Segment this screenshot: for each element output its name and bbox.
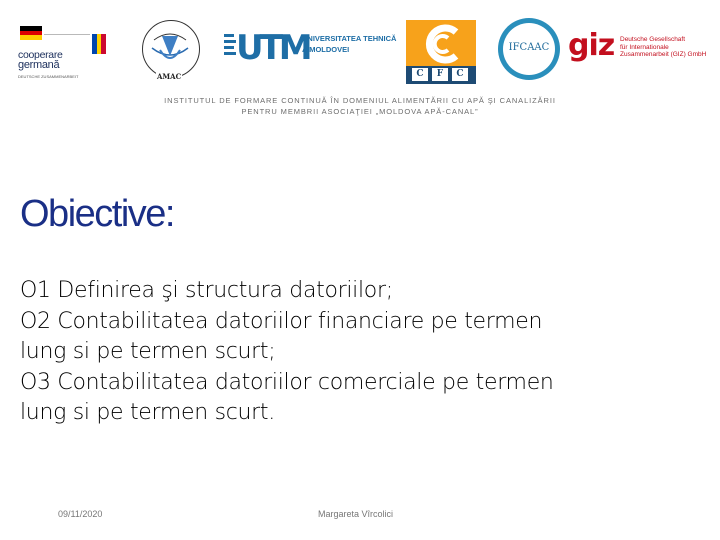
objective-line: O2 Contabilitatea datoriilor financiare pe termen <box>20 308 543 334</box>
institute-header-line2: PENTRU MEMBRII ASOCIAŢIEI „MOLDOVA APĂ-CANAL” <box>241 107 479 116</box>
utm-logo: UTM UNIVERSITATEA TEHNICĂ A MOLDOVEI <box>222 26 398 76</box>
cfc-logo: C F C <box>406 20 476 84</box>
amac-emblem-icon <box>140 18 202 80</box>
cfc-emblem-icon <box>406 20 476 66</box>
cooperare-logo-text: cooperare germană <box>18 49 63 71</box>
footer-author: Margareta Vîrcolici <box>318 509 394 519</box>
objectives-list <box>20 276 710 429</box>
giz-logo: giz Deutsche Gesellschaft für Internationale Zusammenarbeit (GIZ) GmbH <box>568 28 707 63</box>
institute-header <box>0 95 720 117</box>
logo-row <box>0 14 720 86</box>
slide-title: Obiective: <box>20 193 174 235</box>
objective-line: lung si pe termen scurt. <box>20 400 275 425</box>
cooperare-germana-logo: cooperare germană DEUTSCHE ZUSAMMENARBEIT <box>14 20 110 82</box>
ifcaac-logo: IFCAAC <box>498 18 564 84</box>
amac-logo: AMAC <box>140 18 202 84</box>
footer-date: 09/11/2020 <box>58 509 103 519</box>
objective-line: O3 Contabilitatea datoriilor comerciale pe termen <box>20 369 554 395</box>
institute-header-line1: INSTITUTUL DE FORMARE CONTINUĂ ÎN DOMENIUL ALIMENTĂRII CU APĂ ŞI CANALIZĂRII <box>164 96 556 105</box>
moldova-flag-icon <box>92 34 106 54</box>
objective-line: O1 Definirea şi structura datoriilor; <box>20 278 393 303</box>
german-flag-icon <box>20 26 42 40</box>
objective-line: lung si pe termen scurt; <box>20 339 276 364</box>
